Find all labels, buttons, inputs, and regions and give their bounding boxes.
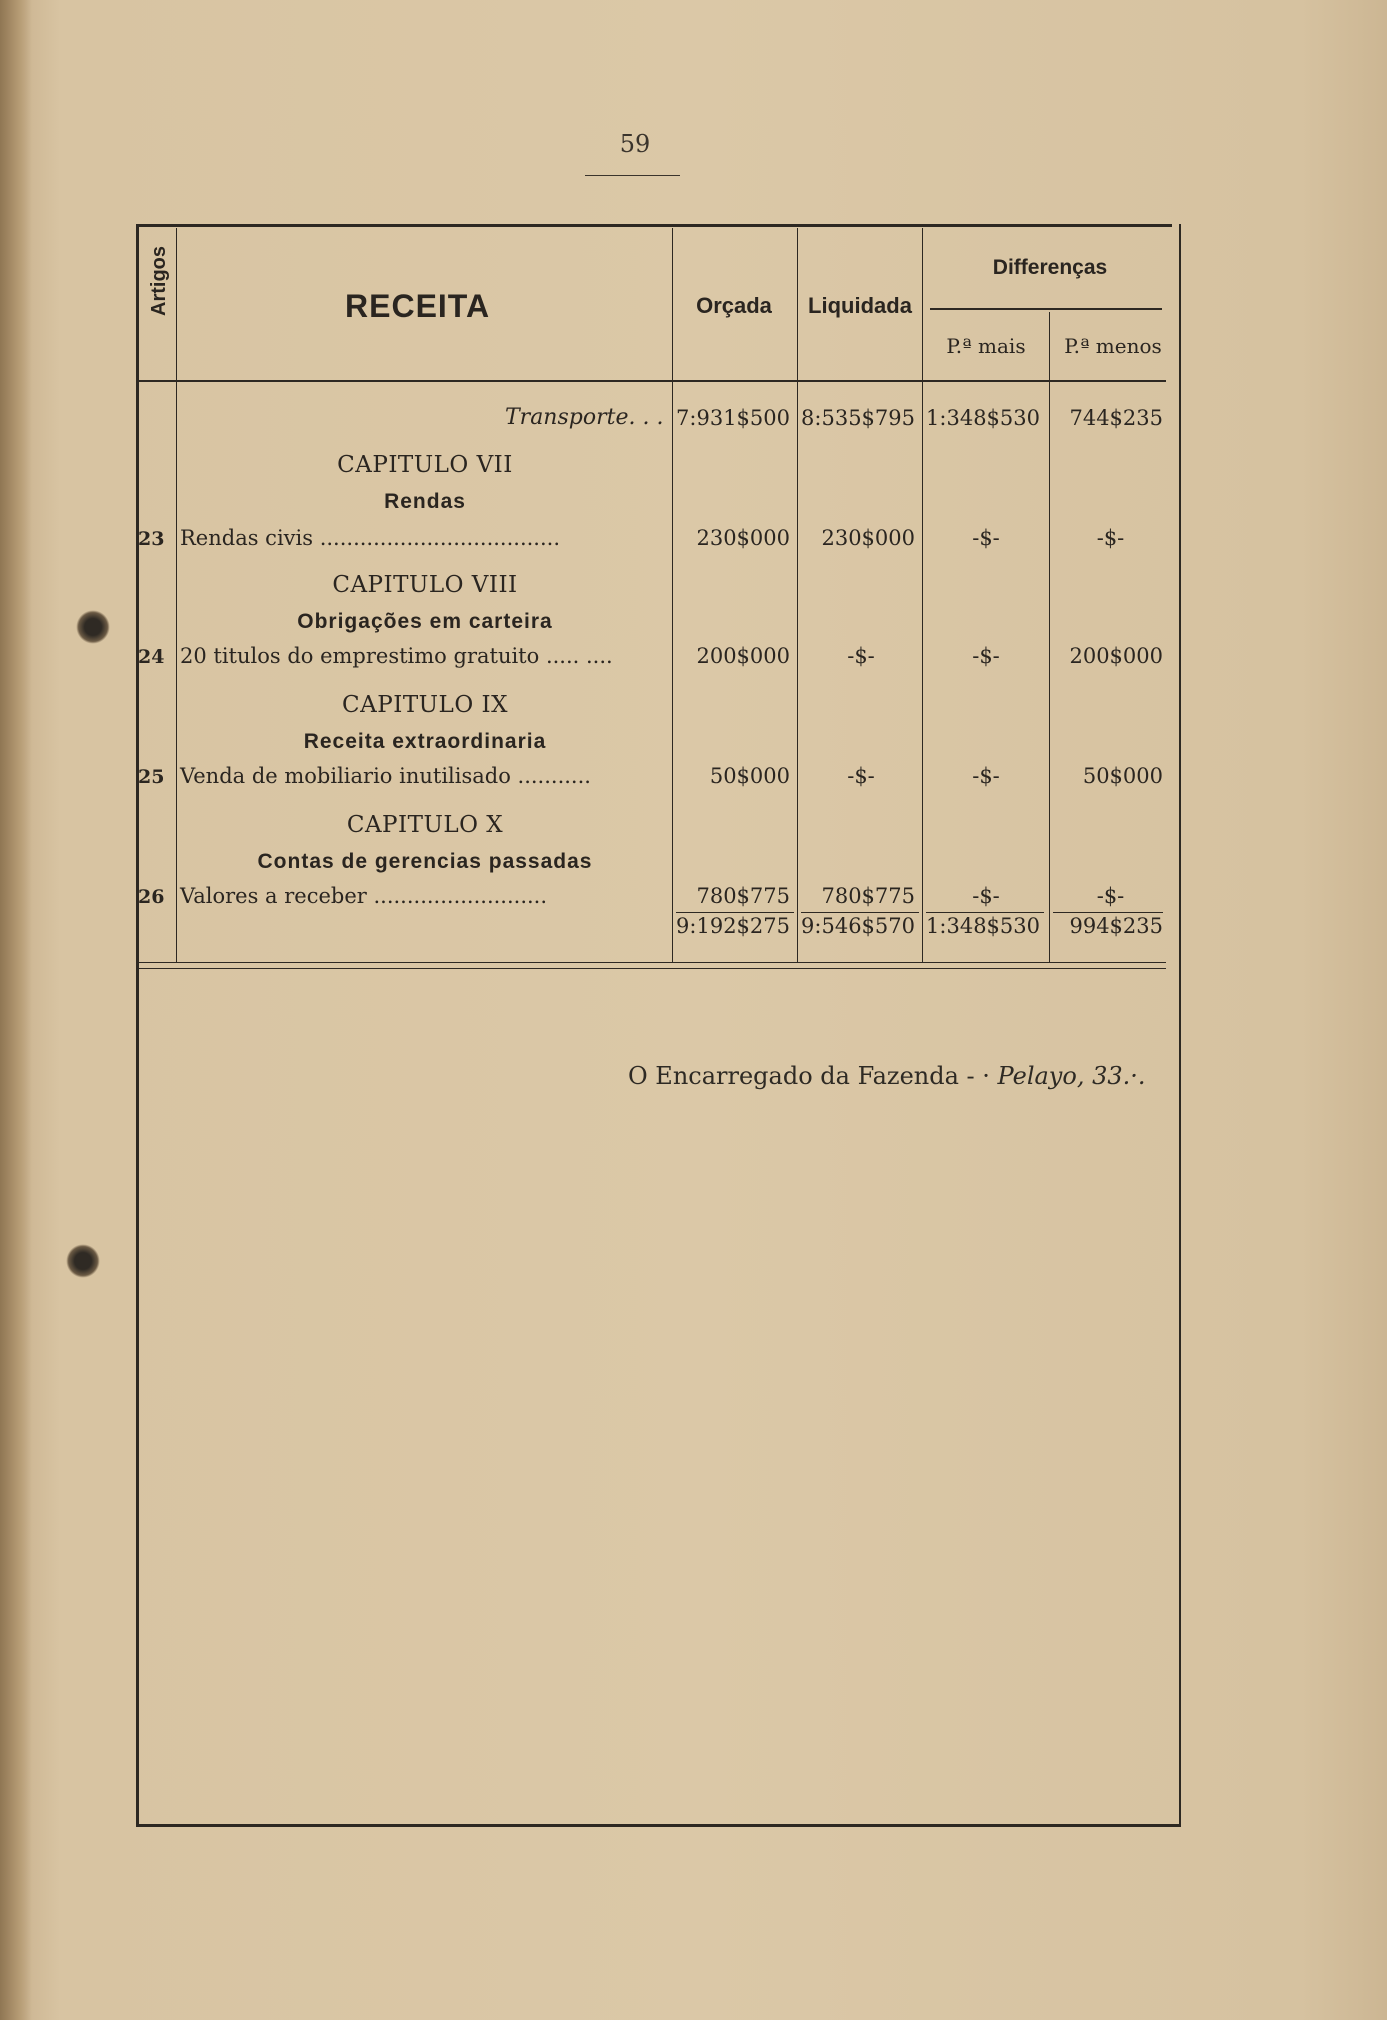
row-mais: -$- bbox=[972, 644, 1000, 668]
row-artigo: 26 bbox=[138, 886, 165, 908]
punch-hole bbox=[76, 610, 110, 644]
sum-rule bbox=[1053, 912, 1163, 913]
col-divider-liquidada bbox=[797, 228, 798, 962]
header-rule bbox=[136, 380, 1166, 382]
header-differencas: Differenças bbox=[992, 256, 1108, 279]
row-menos: -$- bbox=[1096, 884, 1125, 908]
row-orcada: 230$000 bbox=[696, 526, 790, 550]
row-liquidada: -$- bbox=[847, 764, 875, 788]
header-p-mais: P.ª mais bbox=[946, 334, 1026, 358]
chapter-subtitle: Obrigações em carteira bbox=[297, 610, 553, 633]
row-liquidada: 780$775 bbox=[821, 884, 915, 908]
header-orcada: Orçada bbox=[696, 293, 772, 318]
total-menos: 994$235 bbox=[1069, 914, 1163, 938]
row-menos: -$- bbox=[1096, 526, 1125, 550]
sum-rule bbox=[926, 912, 1044, 913]
bottom-rule bbox=[136, 962, 1166, 963]
page-number: 59 bbox=[619, 130, 651, 158]
differencas-brace bbox=[930, 308, 1162, 310]
sum-rule bbox=[676, 912, 794, 913]
signature-text: O Encarregado da Fazenda - · bbox=[628, 1062, 990, 1090]
chapter-subtitle: Rendas bbox=[384, 490, 466, 513]
transporte-liquidada: 8:535$795 bbox=[801, 406, 915, 430]
row-orcada: 50$000 bbox=[709, 764, 790, 788]
chapter-subtitle: Contas de gerencias passadas bbox=[257, 850, 593, 873]
row-orcada: 780$775 bbox=[696, 884, 790, 908]
binding-edge bbox=[0, 0, 32, 2020]
row-descricao: Rendas civis .................................... bbox=[180, 526, 560, 550]
signature-name: Pelayo, 33.·. bbox=[997, 1062, 1146, 1090]
total-liquidada: 9:546$570 bbox=[801, 914, 915, 938]
row-artigo: 24 bbox=[138, 646, 165, 668]
total-orcada: 9:192$275 bbox=[676, 914, 790, 938]
chapter-title: CAPITULO VII bbox=[337, 452, 513, 478]
bottom-rule bbox=[136, 968, 1166, 969]
row-descricao: Valores a receber .......................... bbox=[180, 884, 548, 908]
row-descricao: Venda de mobiliario inutilisado ........... bbox=[180, 764, 591, 788]
row-artigo: 25 bbox=[138, 766, 165, 788]
transporte-mais: 1:348$530 bbox=[926, 406, 1040, 430]
col-divider-menos bbox=[1049, 312, 1050, 962]
transporte-orcada: 7:931$500 bbox=[676, 406, 790, 430]
row-mais: -$- bbox=[972, 884, 1000, 908]
chapter-title: CAPITULO IX bbox=[342, 692, 508, 718]
chapter-subtitle: Receita extraordinaria bbox=[303, 730, 547, 753]
chapter-title: CAPITULO VIII bbox=[332, 572, 518, 598]
transporte-label: Transporte. . . bbox=[505, 405, 664, 430]
header-artigos: Artigos bbox=[148, 246, 170, 316]
row-orcada: 200$000 bbox=[696, 644, 790, 668]
header-receita: RECEITA bbox=[345, 288, 491, 324]
col-divider-artigos bbox=[176, 228, 177, 962]
row-artigo: 23 bbox=[138, 528, 165, 550]
row-mais: -$- bbox=[972, 764, 1000, 788]
row-menos: 200$000 bbox=[1069, 644, 1163, 668]
col-divider-mais bbox=[922, 228, 923, 962]
transporte-menos: 744$235 bbox=[1069, 406, 1163, 430]
header-p-menos: P.ª menos bbox=[1064, 334, 1162, 358]
chapter-title: CAPITULO X bbox=[346, 812, 504, 838]
page-number-rule bbox=[585, 175, 680, 176]
total-mais: 1:348$530 bbox=[926, 914, 1040, 938]
row-liquidada: -$- bbox=[847, 644, 875, 668]
header-liquidada: Liquidada bbox=[808, 293, 912, 318]
row-mais: -$- bbox=[972, 526, 1000, 550]
row-descricao: 20 titulos do emprestimo gratuito ..... .... bbox=[180, 644, 613, 668]
col-divider-orcada bbox=[672, 228, 673, 962]
row-menos: 50$000 bbox=[1082, 764, 1163, 788]
row-liquidada: 230$000 bbox=[821, 526, 915, 550]
sum-rule bbox=[801, 912, 919, 913]
signature-line bbox=[628, 1062, 1146, 1090]
punch-hole bbox=[66, 1244, 100, 1278]
